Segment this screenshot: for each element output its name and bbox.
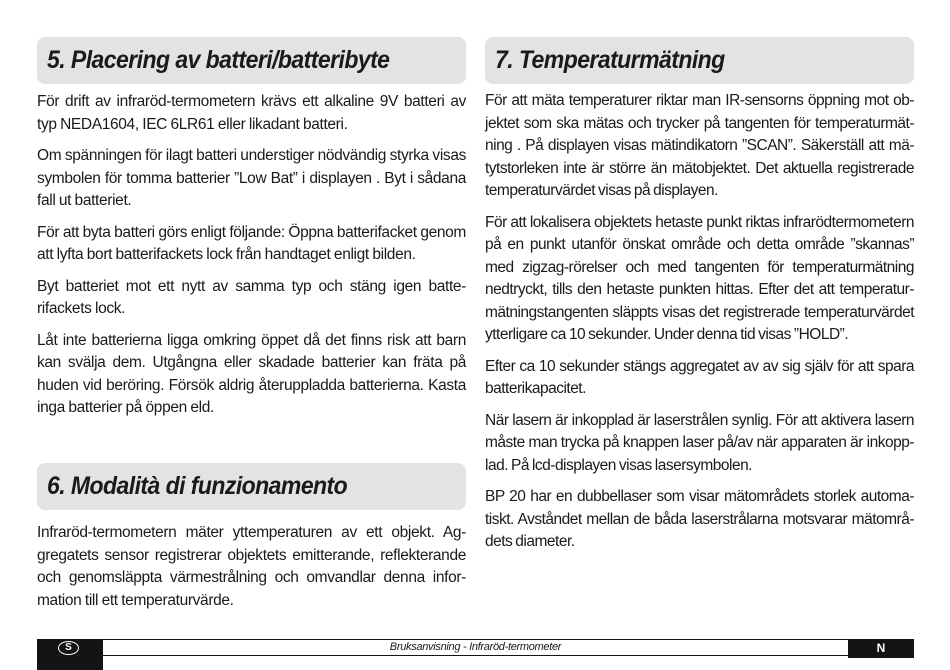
section-5-paragraph: Byt batteriet mot ett nytt av samma typ och stäng igen batte-rifackets lock. [37,277,466,317]
page-footer [37,639,914,670]
section-7-paragraph: För att mäta temperaturer riktar man IR-sensorns öppning mot ob-jektet som ska mätas och trycker på tangenten för temperaturmät-ning . På displayen visas mätindikatorn ”SCAN”. Säkerställ att mä-tytstorleken inte är större än mätobjektet. Det aktuella registrerade temperaturvärdet visas på displayen. [485,92,914,199]
section-7-paragraph: För att lokalisera objektets hetaste punkt riktas infrarödtermometern på en punkt utanför önskat område och detta område ”skannas” med zigzag-rörelser och med tangenten för temperaturmätning nedtryckt, tills den hetaste punkten hittas. Efter det att temperatur-mätningstangenten släppts visas det registrerade temperaturvärdet ytterligare ca 10 sekunder. Under denna tid visas ”HOLD”. [485,213,914,343]
section-6-heading [37,463,466,510]
section-5-heading [37,37,466,84]
section-5-paragraph: Låt inte batterierna ligga omkring öppet då det finns risk att barn kan svälja dem. Utgångna eller skadade batterier kan fräta på huden vid beröring. Försök aldrig återuppladda batterierna. Kasta inga batterier på öppen eld. [37,331,466,416]
section-5-paragraph: Om spänningen för ilagt batteri understiger nödvändig styrka visas symbolen för tomma batterier ”Low Bat” i displayen . Byt i sådana fall ut batteriet. [37,147,466,209]
section-6-paragraph: Infraröd-termometern mäter yttemperaturen av ett objekt. Ag-gregatets sensor registrerar objektets emitterande, reflekterande och genomsläppta värmestrålning och omvandlar denna infor-mation till ett temperaturvärde. [37,524,466,609]
section-5-paragraph: För att byta batteri görs enligt följande: Öppna batterifacket genom att lyfta bort batterifackets lock från handtaget enligt bilden. [37,223,466,263]
right-column [485,37,914,554]
section-6-title: 6. Modalità di funzionamento [47,472,348,500]
section-7-paragraph: Efter ca 10 sekunder stängs aggregatet av av sig själv för att spara batterikapacitet. [485,357,914,397]
section-7-paragraph: BP 20 har en dubbellaser som visar mätområdets storlek automa-tiskt. Avståndet mellan de båda laserstrålarna motsvarar mätområ-dets diameter. [485,488,914,550]
section-7-heading [485,37,914,84]
left-column [37,37,466,609]
footer-language-tab [37,639,103,670]
footer-title: Bruksanvisning - Infraröd-termometer [389,641,562,653]
section-7-title: 7. Temperaturmätning [495,46,725,74]
footer-page-tab: N [848,639,914,658]
section-5-paragraph: För drift av infraröd-termometern krävs ett alkaline 9V batteri av typ NEDA1604, IEC 6LR61 eller likadant batteri. [37,93,466,133]
section-7-paragraph: När lasern är inkopplad är laserstrålen synlig. För att aktivera lasern måste man trycka på knappen laser på/av när apparaten är inkopp-lad. På lcd-displayen visas lasersymbolen. [485,411,914,474]
section-5-title: 5. Placering av batteri/batteribyte [47,46,390,74]
language-badge: S [58,641,79,655]
